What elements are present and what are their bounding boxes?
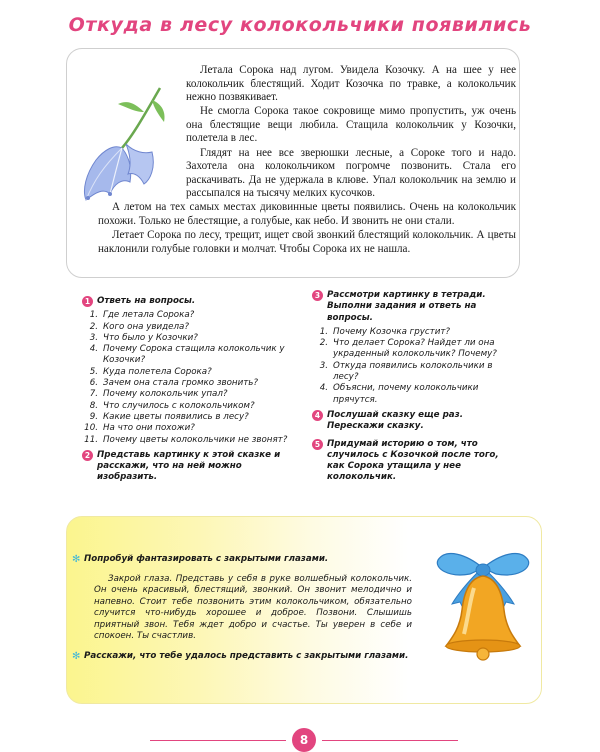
- footer-line-right: [322, 740, 458, 741]
- task-3-heading: [312, 290, 512, 324]
- task-number-badge: 4: [312, 410, 323, 421]
- list-item: 4. Объясни, почему колокольчики прячутся.: [319, 383, 479, 405]
- task-number-badge: 3: [312, 290, 323, 301]
- task-1-questions: [82, 310, 292, 446]
- tasks-left-column: [82, 296, 292, 484]
- task-number-badge: 1: [82, 296, 93, 307]
- list-item: 2. Что делает Сорока? Найдет ли она украденный колокольчик? Почему?: [319, 338, 497, 360]
- list-item: 2. Кого она увидела?: [89, 321, 189, 332]
- task-number-badge: 2: [82, 450, 93, 461]
- star-icon: ✻: [72, 554, 81, 565]
- list-item: 1. Где летала Сорока?: [89, 310, 195, 321]
- page-number: 8: [292, 728, 316, 752]
- story-paragraph: Летала Сорока над лугом. Увидела Козочку. А на шее у нее колокольчик блестящий. Ходит Козочка по травке, а колокольчик нежно позвякивает.: [186, 64, 516, 104]
- list-item: 3. Что было у Козочки?: [89, 332, 198, 343]
- task-4-heading: [312, 410, 512, 433]
- task-3-questions: [312, 327, 512, 406]
- list-item: 11. Почему цветы колокольчики не звонят?: [84, 434, 288, 445]
- list-item: 3. Откуда появились колокольчики в лесу?: [319, 360, 493, 383]
- story-paragraph: Летает Сорока по лесу, трещит, ищет свой звонкий блестящий колокольчик. А цветы наклонили голубые головки и молчат. Чтобы Сорока их не нашла.: [98, 229, 516, 255]
- story-paragraph: А летом на тех самых местах диковинные цветы появились. Очень на колокольчик похожи. Только не блестящие, а голубые, как небо. И звонить не они стали.: [98, 201, 516, 228]
- task-4-text: Послушай сказку еще раз. Перескажи сказку.: [327, 409, 463, 432]
- task-5-heading: [312, 439, 512, 484]
- task-1-text: Ответь на вопросы.: [97, 296, 196, 306]
- list-item: 10. На что они похожи?: [84, 423, 195, 434]
- footer-line-left: [150, 740, 286, 741]
- task-5-text: Придумай историю о том, что случилось с Козочкой после того, как Сорока утащила у нее колокольчик.: [327, 438, 499, 483]
- list-item: 1. Почему Козочка грустит?: [319, 326, 451, 337]
- tasks-right-column: [312, 290, 512, 484]
- fantasy-paragraph: Закрой глаза. Представь у себя в руке волшебный колокольчик. Он очень красивый, блестящий, звонкий. Он звонит мелодично и напевно. Стоит тебе позвонить этим колокольчиком, обязательно случится что-нибудь хорошее и доброе. Позвони. Слышишь приятный звон. Тебя ждет добро и счастье. Ты уверен в себе и спокоен. Ты счастлив.: [94, 573, 412, 641]
- list-item: 9. Какие цветы появились в лесу?: [89, 411, 249, 422]
- fantasy-heading-2: ✻ Расскажи, что тебе удалось представить с закрытыми глазами.: [72, 650, 409, 662]
- task-3-text: Рассмотри картинку в тетради. Выполни задания и ответь на вопросы.: [327, 290, 486, 323]
- list-item: 5. Куда полетела Сорока?: [89, 366, 212, 377]
- story-paragraph: Глядят на нее все зверюшки лесные, а Сороке того и надо. Захотела она колокольчиком погромче позвонить. Стала его раскачивать. Да не удержала в клюве. Упал колокольчик на землю и рассыпался на тысячу мелких кусочков.: [186, 146, 516, 200]
- task-1-heading: [82, 296, 292, 307]
- page-title: Откуда в лесу колокольчики появились: [68, 14, 532, 36]
- star-icon: ✻: [72, 650, 81, 662]
- list-item: 6. Зачем она стала громко звонить?: [89, 378, 259, 389]
- fantasy-heading-1: ✻ Попробуй фантазировать с закрытыми глазами.: [72, 554, 329, 565]
- bell-illustration: [428, 538, 538, 668]
- task-2-heading: [82, 450, 292, 484]
- list-item: 7. Почему колокольчик упал?: [89, 389, 228, 400]
- list-item: 8. Что случилось с колокольчиком?: [89, 400, 255, 411]
- list-item: 4. Почему Сорока стащила колокольчик у Козочки?: [89, 344, 285, 366]
- story-paragraph: Не смогла Сорока такое сокровище мимо пропустить, уж очень она блестящие вещи любила. Стащила колокольчик у Козочки, полетела в лес.: [186, 105, 516, 145]
- story-text: [98, 64, 516, 257]
- task-2-text: Представь картинку к этой сказке и расскажи, что на ней можно изобразить.: [97, 449, 281, 483]
- fantasy-text: [72, 554, 412, 662]
- task-number-badge: 5: [312, 439, 323, 450]
